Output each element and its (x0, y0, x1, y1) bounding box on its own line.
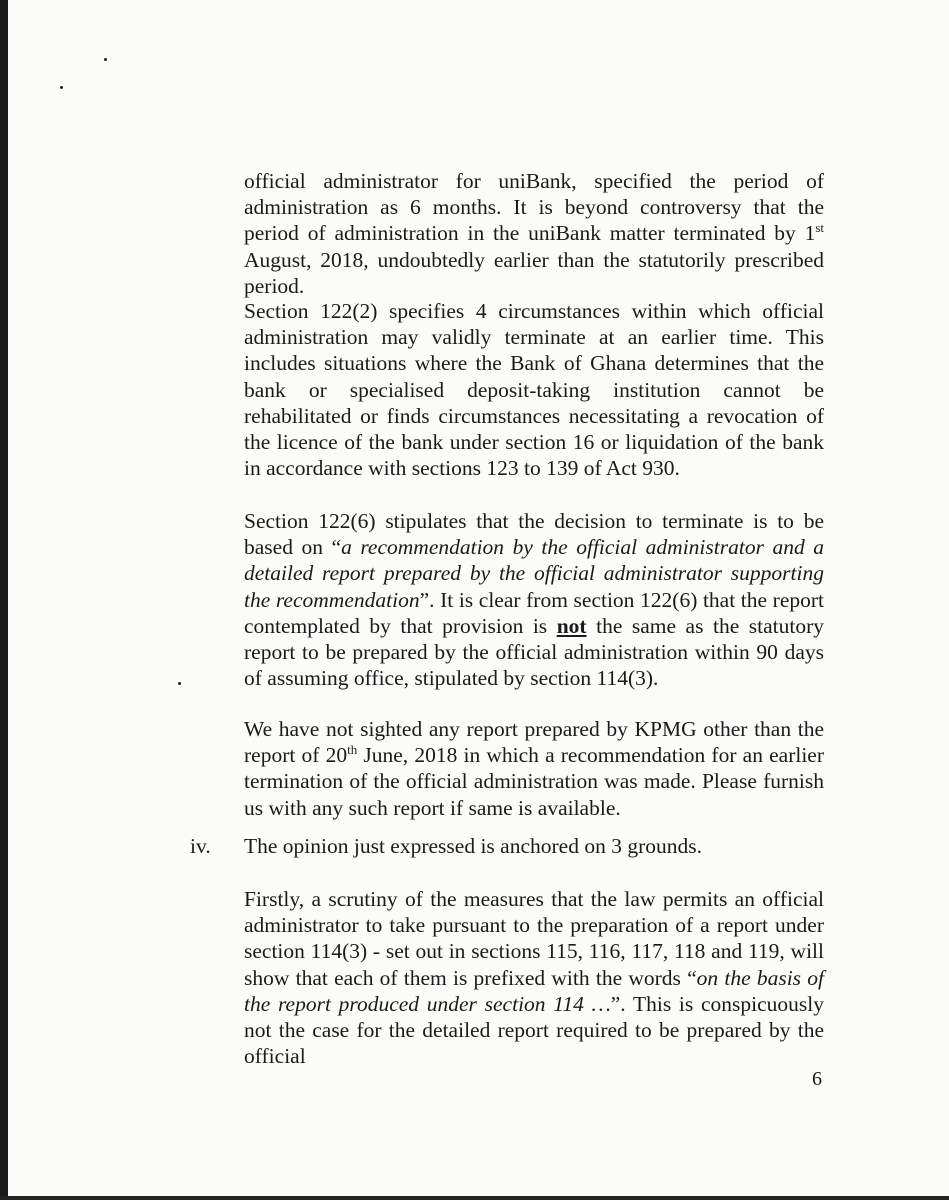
list-marker: iv. (190, 834, 211, 858)
text-run: We have not sighted any report prepared by KPMG other than the report of 20 (244, 717, 824, 768)
italic-quote: on the basis of the report produced under section 114 … (244, 965, 824, 1016)
scan-speck (178, 682, 181, 685)
underlined-emphasis: not (556, 613, 587, 638)
scan-speck (104, 58, 107, 61)
paragraph-period-of-administration (244, 168, 824, 299)
page-number: 6 (812, 1068, 822, 1090)
text-run: ”. This is conspicuously not the case for the detailed report required to be prepared by the official (244, 991, 825, 1069)
superscript: st (815, 220, 824, 236)
paragraph-opinion-grounds (244, 833, 824, 859)
paragraph-kpmg-report (244, 716, 824, 821)
scan-edge-left (0, 0, 8, 1200)
text-run: June, 2018 in which a recommendation for an earlier termination of the official administration was made. Please furnish us with any such report if same is available. (244, 743, 824, 820)
scan-speck (60, 86, 63, 89)
text-run: official administrator for uniBank, specified the period of administration as 6 months. It is beyond controversy that the period of administration in the uniBank matter terminated by 1 (244, 169, 824, 246)
text-run: Firstly, a scrutiny of the measures that the law permits an official administrator to take pursuant to the preparation of a report under section 114(3) - set out in sections 115, 116, 117, 118 and 119, will show that each of them is prefixed with the words “ (244, 887, 824, 990)
text-run: Section 122(2) specifies 4 circumstances within which official administration may validly terminate at an earlier time. This includes situations where the Bank of Ghana determines that the bank or specialised deposit-taking institution cannot be rehabilitated or finds circumstances necessitating a revocation of the licence of the bank under section 16 or liquidation of the bank in accordance with sections 123 to 139 of Act 930. (244, 299, 824, 481)
superscript: th (347, 742, 358, 758)
paragraph-section-122-2 (244, 298, 824, 481)
text-run: August, 2018, undoubtedly earlier than the statutorily prescribed period. (244, 247, 824, 298)
paragraph-text (244, 833, 824, 859)
text-run: ”. It is clear from section 122(6) that the report contemplated by that provision is (244, 587, 824, 638)
scan-edge-bottom (0, 1196, 949, 1200)
text-run: the same as the statutory report to be prepared by the official administration within 90 days of assuming office, stipulated by section 114(3). (244, 613, 825, 691)
paragraph-text (244, 716, 824, 821)
paragraph-text (244, 886, 824, 1069)
paragraph-section-122-6 (244, 508, 824, 691)
paragraph-text (244, 168, 824, 299)
paragraph-firstly-scrutiny (244, 886, 824, 1069)
paragraph-text (244, 298, 824, 481)
text-run: Section 122(6) stipulates that the decision to terminate is to be based on “ (244, 509, 824, 560)
italic-quote: a recommendation by the official administrator and a detailed report prepared by the official administrator supporting the recommendation (244, 535, 825, 612)
paragraph-text (244, 508, 824, 691)
text-run: The opinion just expressed is anchored on 3 grounds. (244, 834, 702, 858)
